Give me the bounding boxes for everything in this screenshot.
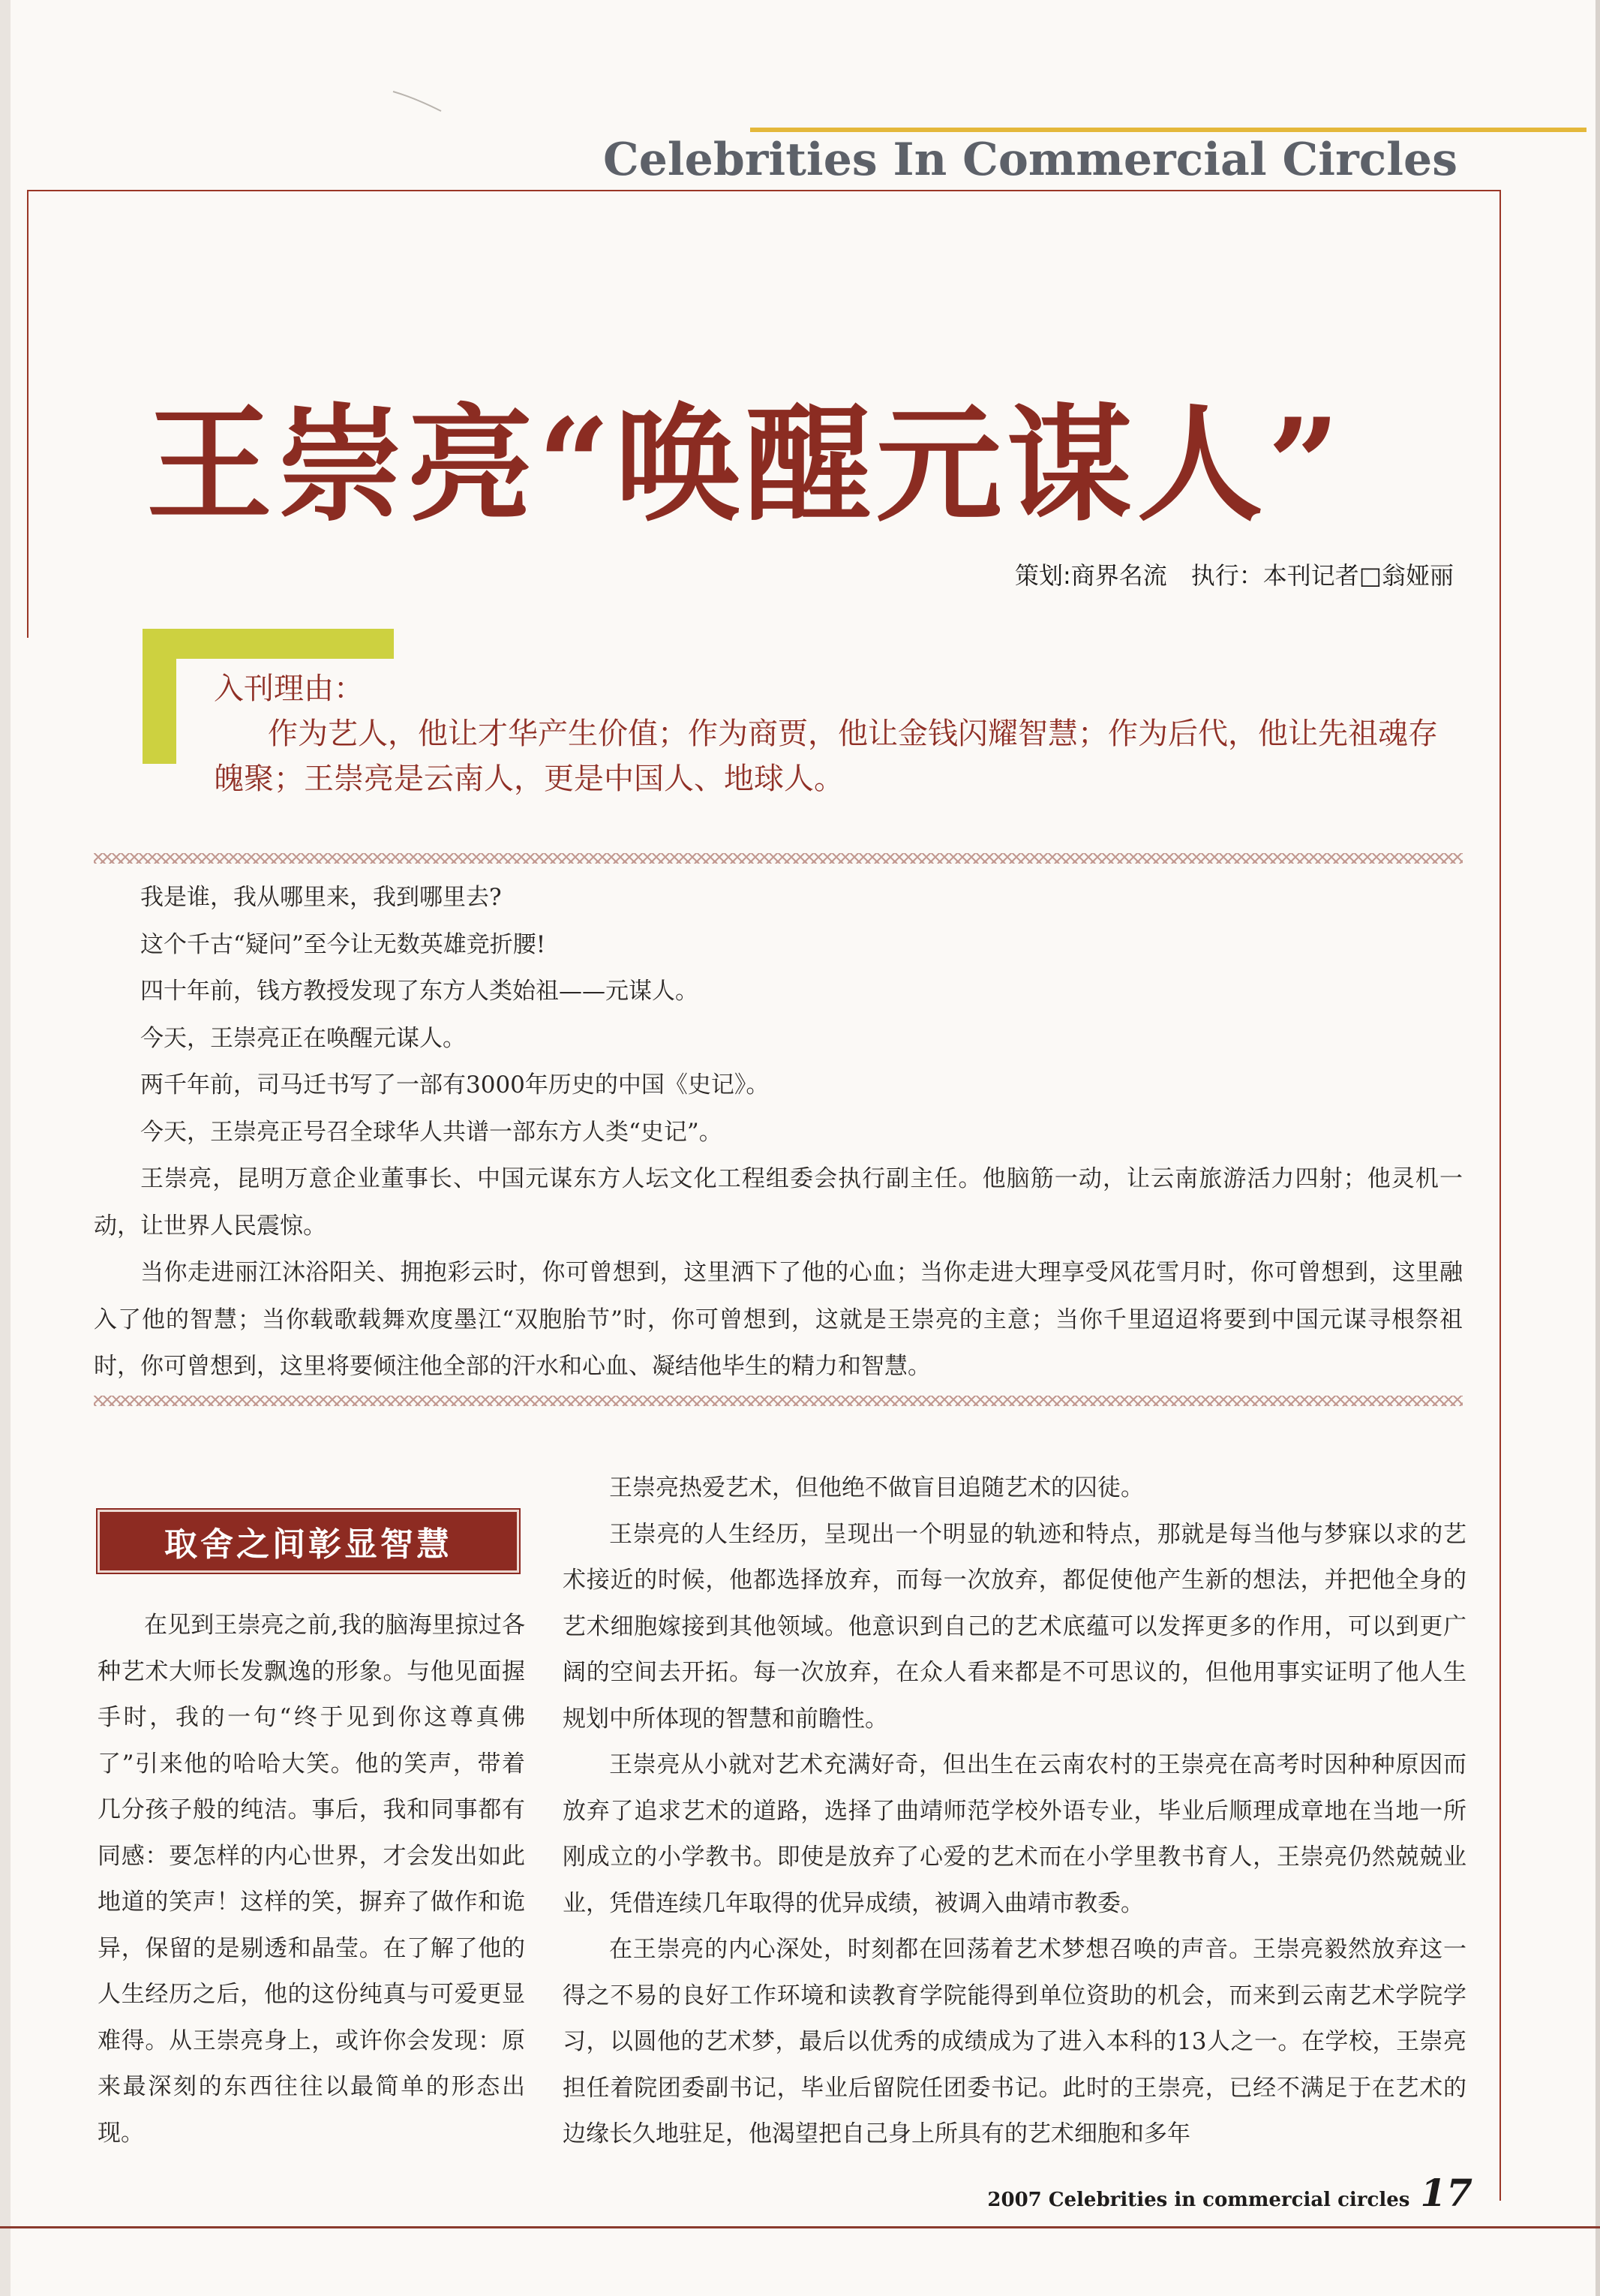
magazine-section-header: Celebrities In Commercial Circles (602, 134, 1457, 186)
page-footer (987, 2171, 1472, 2215)
page-edge (1595, 0, 1600, 2296)
right-column (563, 1465, 1466, 2158)
intro-box (214, 666, 1459, 801)
prologue-line: 这个千古“疑问”至今让无数英雄竞折腰! (140, 930, 546, 958)
wavy-divider-top (94, 853, 1463, 864)
section-heading: 取舍之间彰显智慧 (98, 1510, 519, 1573)
header-rule (750, 128, 1586, 132)
frame-gap (23, 638, 33, 2206)
scan-mark (392, 89, 444, 114)
prologue-line: 两千年前，司马迁书写了一部有3000年历史的中国《史记》。 (140, 1071, 770, 1098)
binding-edge (0, 0, 11, 2296)
prologue-paragraph: 王崇亮，昆明万意企业董事长、中国元谋东方人坛文化工程组委会执行副主任。他脑筋一动，让云南旅游活力四射；他灵机一动，让世界人民震惊。 (94, 1165, 1463, 1240)
article-title: 王崇亮“唤醒元谋人” (146, 390, 1345, 539)
wavy-divider-bottom (94, 1396, 1463, 1406)
article-credits: 策划:商界名流 执行：本刊记者□翁娅丽 (1014, 561, 1454, 590)
body-paragraph: 王崇亮从小就对艺术充满好奇，但出生在云南农村的王崇亮在高考时因种种原因而放弃了追求艺术的道路，选择了曲靖师范学校外语专业，毕业后顺理成章地在当地一所刚成立的小学教书。即使是放弃了心爱的艺术而在小学里教书育人，王崇亮仍然兢兢业业，凭借连续几年取得的优异成绩，被调入曲靖市教委。 (563, 1751, 1466, 1917)
left-column-paragraph: 在见到王崇亮之前,我的脑海里掠过各种艺术大师长发飘逸的形象。与他见面握手时，我的一句“终于见到你这尊真佛了”引来他的哈哈大笑。他的笑声，带着几分孩子般的纯洁。事后，我和同事都有同感：要怎样的内心世界，才会发出如此地道的笑声！这样的笑，摒弃了做作和诡异，保留的是剔透和晶莹。在了解了他的人生经历之后，他的这份纯真与可爱更显难得。从王崇亮身上，或许你会发现：原来最深刻的东西往往以最简单的形态出现。 (98, 1612, 525, 2147)
prologue-line: 我是谁，我从哪里来，我到哪里去? (140, 884, 502, 911)
prologue (94, 874, 1463, 1390)
body-paragraph: 在王崇亮的内心深处，时刻都在回荡着艺术梦想召唤的声音。王崇亮毅然放弃这一得之不易的良好工作环境和读教育学院能得到单位资助的机会，而来到云南艺术学院学习，以圆他的艺术梦，最后以优秀的成绩成为了进入本科的13人之一。在学校，王崇亮担任着院团委副书记，毕业后留院任团委书记。此时的王崇亮，已经不满足于在艺术的边缘长久地驻足，他渴望把自己身上所具有的艺术细胞和多年 (563, 1936, 1466, 2147)
prologue-line: 今天，王崇亮正号召全球华人共谱一部东方人类“史记”。 (140, 1118, 722, 1146)
intro-text: 作为艺人，他让才华产生价值；作为商贾，他让金钱闪耀智慧；作为后代，他让先祖魂存魄聚；王崇亮是云南人，更是中国人、地球人。 (214, 717, 1438, 796)
footer-rule (0, 2226, 1600, 2228)
prologue-line: 今天，王崇亮正在唤醒元谋人。 (140, 1024, 466, 1052)
prologue-paragraph: 当你走进丽江沐浴阳关、拥抱彩云时，你可曾想到，这里洒下了他的心血；当你走进大理享受风花雪月时，你可曾想到，这里融入了他的智慧；当你载歌载舞欢度墨江“双胞胎节”时，你可曾想到，这就是王崇亮的主意；当你千里迢迢将要到中国元谋寻根祭祖时，你可曾想到，这里将要倾注他全部的汗水和心血、凝结他毕生的精力和智慧。 (94, 1259, 1463, 1380)
intro-bracket-horizontal (143, 629, 394, 659)
prologue-line: 四十年前，钱方教授发现了东方人类始祖——元谋人。 (140, 978, 698, 1005)
footer-text: 2007 Celebrities in commercial circles (987, 2189, 1410, 2211)
body-paragraph: 王崇亮的人生经历，呈现出一个明显的轨迹和特点，那就是每当他与梦寐以求的艺术接近的时候，他都选择放弃，而每一次放弃，都促使他产生新的想法，并把他全身的艺术细胞嫁接到其他领域。他意识到自己的艺术底蕴可以发挥更多的作用，可以到更广阔的空间去开拓。每一次放弃，在众人看来都是不可思议的，但他用事实证明了他人生规划中所体现的智慧和前瞻性。 (563, 1520, 1466, 1733)
page-number: 17 (1420, 2171, 1472, 2215)
intro-heading: 入刊理由： (214, 672, 364, 706)
body-paragraph: 王崇亮热爱艺术，但他绝不做盲目追随艺术的囚徒。 (609, 1474, 1144, 1501)
